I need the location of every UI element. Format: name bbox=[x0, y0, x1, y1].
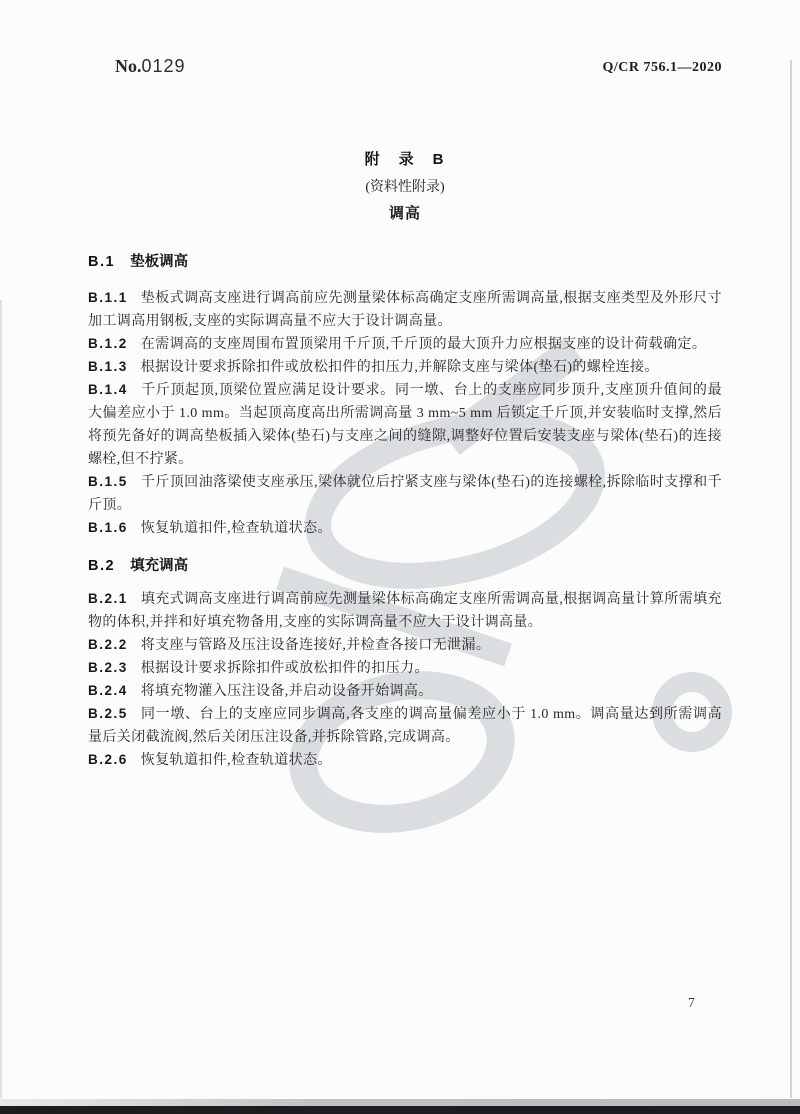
clause-text: 将填充物灌入压注设备,并启动设备开始调高。 bbox=[140, 684, 433, 699]
clause-b2-3 bbox=[88, 656, 722, 680]
appendix-label: 附 录 B bbox=[364, 151, 446, 168]
clause-text: 填充式调高支座进行调高前应先测量梁体标高确定支座所需调高量,根据调高量计算所需填充物的体积,并拌和好填充物备用,支座的实际调高量不应大于设计调高量。 bbox=[88, 592, 722, 630]
clause-b1-6 bbox=[88, 516, 722, 540]
clause-b2-4 bbox=[88, 679, 722, 703]
clause-text: 根据设计要求拆除扣件或放松扣件的扣压力,并解除支座与梁体(垫石)的螺栓连接。 bbox=[140, 360, 659, 375]
appendix-title: 调高 bbox=[388, 205, 421, 222]
clause-b1-5 bbox=[88, 470, 722, 517]
clause-b1-1 bbox=[88, 286, 722, 333]
section-number: B.2 bbox=[88, 558, 116, 574]
appendix-type: (资料性附录) bbox=[365, 180, 445, 195]
serial-digits: 0129 bbox=[141, 56, 186, 76]
clause-number: B.1.2 bbox=[88, 336, 128, 351]
clause-b2-5 bbox=[88, 702, 722, 749]
clause-number: B.2.1 bbox=[88, 591, 128, 606]
clause-number: B.2.3 bbox=[88, 660, 128, 675]
clause-text: 千斤顶回油落梁使支座承压,梁体就位后拧紧支座与梁体(垫石)的连接螺栓,拆除临时支撑和千斤顶。 bbox=[88, 475, 722, 513]
page-number: 7 bbox=[688, 995, 695, 1010]
clause-number: B.2.4 bbox=[88, 683, 128, 698]
clause-b1-2 bbox=[88, 332, 722, 356]
clause-text: 根据设计要求拆除扣件或放松扣件的扣压力。 bbox=[140, 661, 429, 676]
section-title: 垫板调高 bbox=[130, 254, 189, 270]
scan-edge-right bbox=[790, 60, 792, 1098]
clause-b1-4 bbox=[88, 378, 722, 471]
clause-b1-3 bbox=[88, 355, 722, 379]
clause-b2-1 bbox=[88, 587, 722, 634]
document-serial-number bbox=[115, 56, 186, 77]
clause-number: B.1.4 bbox=[88, 382, 128, 397]
clause-text: 恢复轨道扣件,检查轨道状态。 bbox=[140, 521, 332, 536]
clause-text: 恢复轨道扣件,检查轨道状态。 bbox=[140, 753, 332, 768]
clause-text: 将支座与管路及压注设备连接好,并检查各接口无泄漏。 bbox=[140, 638, 491, 653]
clause-number: B.1.3 bbox=[88, 359, 128, 374]
clause-number: B.1.1 bbox=[88, 290, 128, 305]
serial-prefix: No. bbox=[115, 56, 142, 76]
scan-edge-bottom-fade bbox=[0, 1099, 800, 1106]
section-title: 填充调高 bbox=[130, 558, 189, 574]
clause-number: B.2.5 bbox=[88, 706, 128, 721]
clause-b2-6 bbox=[88, 748, 722, 772]
standard-code: Q/CR 756.1—2020 bbox=[602, 60, 722, 75]
clause-text: 千斤顶起顶,顶梁位置应满足设计要求。同一墩、台上的支座应同步顶升,支座顶升值间的最大偏差应小于 1.0 mm。当起顶高度高出所需调高量 3 mm~5 mm 后锁定千斤顶,并安装临时支撑,然后将预先备好的调高垫板插入梁体(垫石)与支座之间的缝隙,调整好位置后安装支座与梁体(垫石)的连接螺栓,但不拧紧。 bbox=[88, 383, 722, 467]
clause-text: 同一墩、台上的支座应同步调高,各支座的调高量偏差应小于 1.0 mm。调高量达到所需调高量后关闭截流阀,然后关闭压注设备,并拆除管路,完成调高。 bbox=[88, 707, 722, 745]
scan-edge-bottom bbox=[0, 1106, 800, 1114]
clause-number: B.1.6 bbox=[88, 520, 128, 535]
clause-text: 垫板式调高支座进行调高前应先测量梁体标高确定支座所需调高量,根据支座类型及外形尺寸加工调高用钢板,支座的实际调高量不应大于设计调高量。 bbox=[88, 291, 722, 329]
section-number: B.1 bbox=[88, 254, 116, 270]
section-heading-b2 bbox=[88, 554, 188, 575]
clause-number: B.2.2 bbox=[88, 637, 128, 652]
clause-number: B.1.5 bbox=[88, 474, 128, 489]
page-content bbox=[88, 0, 722, 1114]
clause-b2-2 bbox=[88, 633, 722, 657]
clause-number: B.2.6 bbox=[88, 752, 128, 767]
section-heading-b1 bbox=[88, 250, 188, 271]
clause-text: 在需调高的支座周围布置顶梁用千斤顶,千斤顶的最大顶升力应根据支座的设计荷载确定。 bbox=[140, 337, 707, 352]
scan-edge-left bbox=[0, 300, 2, 1098]
